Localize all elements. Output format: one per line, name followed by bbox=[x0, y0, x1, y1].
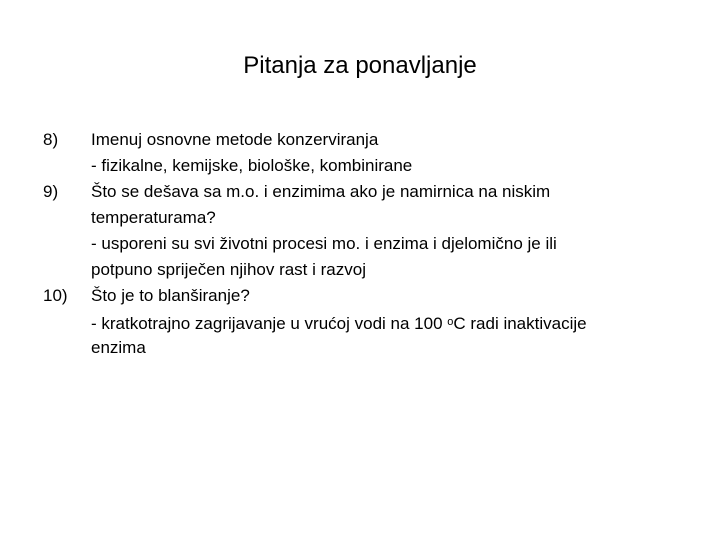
question-row bbox=[0, 127, 720, 153]
question-number: 8) bbox=[43, 130, 59, 149]
question-text: temperaturama? bbox=[91, 208, 216, 227]
question-list bbox=[0, 127, 720, 361]
answer-text bbox=[91, 309, 587, 337]
question-text: Imenuj osnovne metode konzerviranja bbox=[91, 130, 379, 149]
answer-text-part: C radi inaktivacije bbox=[453, 314, 587, 333]
question-row bbox=[0, 283, 720, 309]
question-number: 10) bbox=[43, 286, 68, 305]
answer-row bbox=[0, 309, 720, 335]
answer-continuation-row bbox=[0, 335, 720, 361]
answer-text: enzima bbox=[91, 338, 146, 357]
answer-text: potpuno spriječen njihov rast i razvoj bbox=[91, 260, 366, 279]
slide-title: Pitanja za ponavljanje bbox=[243, 52, 477, 79]
degree-superscript: o bbox=[447, 316, 454, 328]
answer-row bbox=[0, 153, 720, 179]
question-number: 9) bbox=[43, 182, 59, 201]
question-continuation-row bbox=[0, 205, 720, 231]
answer-continuation-row bbox=[0, 257, 720, 283]
question-text: Što se dešava sa m.o. i enzimima ako je namirnica na niskim bbox=[91, 182, 551, 201]
question-row bbox=[0, 179, 720, 205]
answer-row bbox=[0, 231, 720, 257]
answer-text: - fizikalne, kemijske, biološke, kombinirane bbox=[91, 156, 413, 175]
question-text: Što je to blanširanje? bbox=[91, 286, 250, 305]
answer-text-part: - kratkotrajno zagrijavanje u vrućoj vodi na 100 bbox=[91, 314, 448, 333]
answer-text: - usporeni su svi životni procesi mo. i enzima i djelomično je ili bbox=[91, 234, 557, 253]
